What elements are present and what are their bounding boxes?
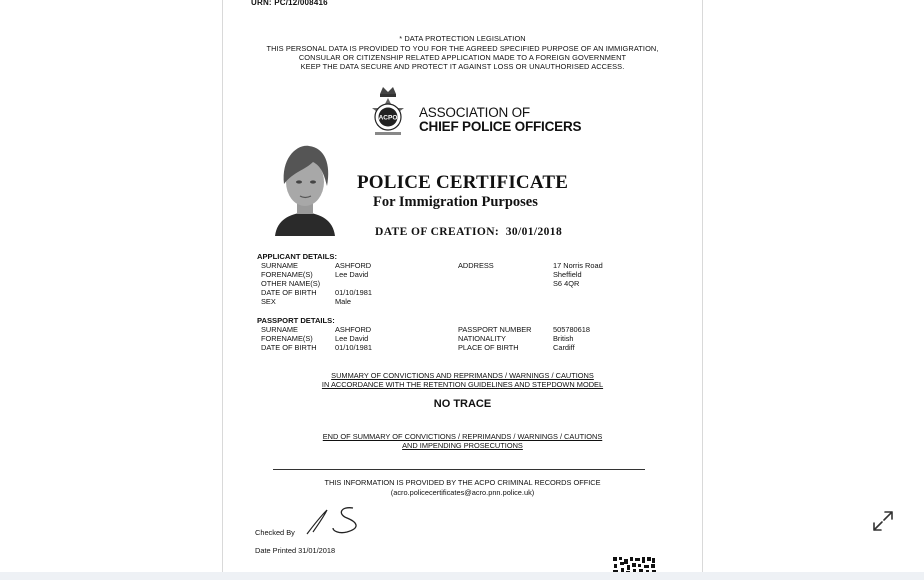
acpo-crest-icon (363, 84, 413, 142)
applicant-sex-label: SEX (261, 297, 276, 306)
data-protection-line: CONSULAR OR CITIZENSHIP RELATED APPLICATION MADE TO A FOREIGN GOVERNMENT (298, 53, 627, 62)
passport-forename: Lee David (335, 334, 369, 343)
passport-dob-label: DATE OF BIRTH (261, 343, 317, 352)
info-line: THIS INFORMATION IS PROVIDED BY THE ACPO CRIMINAL RECORDS OFFICE (324, 478, 601, 487)
summary-heading-line: SUMMARY OF CONVICTIONS AND REPRIMANDS / WARNINGS / CAUTIONS (331, 371, 594, 380)
certificate-subtitle: For Immigration Purposes (373, 194, 538, 210)
applicant-address-line: Sheffield (553, 270, 582, 279)
applicant-surname-label: SURNAME (261, 261, 298, 270)
date-of-creation-label: DATE OF CREATION: (375, 226, 500, 238)
viewer-bottom-bar (0, 572, 924, 580)
passport-surname-label: SURNAME (261, 325, 298, 334)
date-printed: Date Printed 31/01/2018 (255, 546, 336, 555)
applicant-forename: Lee David (335, 270, 369, 279)
info-email: (acro.policecertificates@acro.pnn.police.uk) (390, 488, 535, 497)
applicant-surname: ASHFORD (335, 261, 372, 270)
applicant-photo (269, 140, 341, 236)
passport-nationality-label: NATIONALITY (458, 334, 506, 343)
signature (303, 504, 373, 538)
passport-pob-label: PLACE OF BIRTH (458, 343, 519, 352)
certificate-title: POLICE CERTIFICATE (357, 172, 569, 193)
association-name (419, 106, 581, 134)
applicant-dob: 01/10/1981 (335, 288, 372, 297)
applicant-address-label: ADDRESS (458, 261, 494, 270)
applicant-details-heading: APPLICANT DETAILS: (257, 252, 338, 261)
applicant-address-line: 17 Norris Road (553, 261, 603, 270)
passport-nationality: British (553, 334, 574, 343)
applicant-other-names-label: OTHER NAME(S) (261, 279, 321, 288)
divider (273, 469, 645, 470)
checked-by-label: Checked By (255, 528, 295, 537)
applicant-address-line: S6 4QR (553, 279, 580, 288)
date-of-creation-value: 30/01/2018 (505, 226, 563, 238)
data-protection-heading: * DATA PROTECTION LEGISLATION (399, 34, 526, 43)
applicant-sex: Male (335, 297, 352, 306)
date-of-creation (375, 226, 562, 238)
svg-text:ACPO: ACPO (378, 114, 398, 122)
passport-forename-label: FORENAME(S) (261, 334, 313, 343)
qr-code (611, 555, 657, 572)
data-protection-line: THIS PERSONAL DATA IS PROVIDED TO YOU FOR THE AGREED SPECIFIED PURPOSE OF AN IMMIGRATION, (266, 44, 659, 53)
passport-surname: ASHFORD (335, 325, 372, 334)
data-protection-line: KEEP THE DATA SECURE AND PROTECT IT AGAINST LOSS OR UNAUTHORISED ACCESS. (300, 62, 625, 71)
passport-dob: 01/10/1981 (335, 343, 372, 352)
applicant-dob-label: DATE OF BIRTH (261, 288, 317, 297)
result-no-trace: NO TRACE (433, 398, 492, 410)
association-line2: CHIEF POLICE OFFICERS (419, 119, 582, 134)
summary-end-line: END OF SUMMARY OF CONVICTIONS / REPRIMANDS / WARNINGS / CAUTIONS (322, 432, 603, 441)
summary-heading-line: IN ACCORDANCE WITH THE RETENTION GUIDELINES AND STEPDOWN MODEL (321, 380, 604, 389)
summary-end-line: AND IMPENDING PROSECUTIONS (402, 441, 523, 450)
passport-details-heading: PASSPORT DETAILS: (257, 316, 335, 325)
passport-number-label: PASSPORT NUMBER (458, 325, 532, 334)
applicant-forename-label: FORENAME(S) (261, 270, 313, 279)
expand-icon[interactable] (871, 509, 895, 533)
police-certificate-document (222, 0, 703, 572)
association-line1: ASSOCIATION OF (419, 105, 530, 120)
urn-reference: URN: PC/12/008416 (251, 0, 328, 7)
passport-number: 505780618 (553, 325, 590, 334)
passport-pob: Cardiff (553, 343, 575, 352)
